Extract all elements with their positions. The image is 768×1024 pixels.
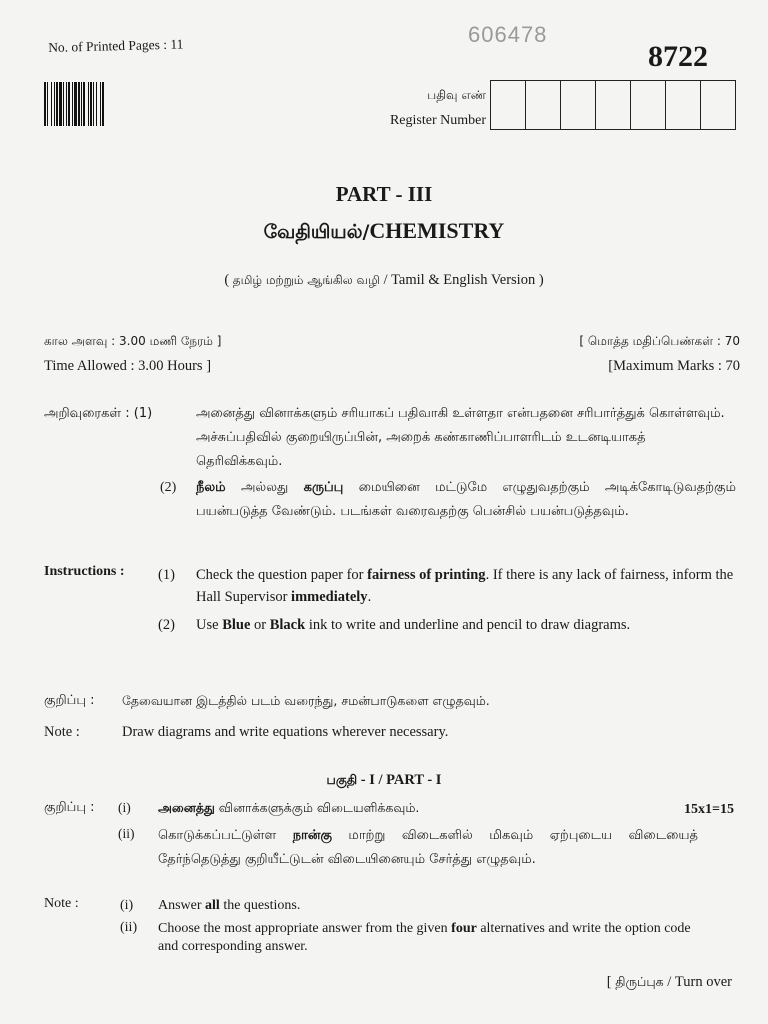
part-one-tamil-ii-b: மாற்று விடைகளில் மிகவும் ஏற்புடைய விடையைத் தேர்ந்தெடுத்து குறியீட்டுடன் விடையினையும் சேர்த்து எழுதவும். [158,828,698,867]
instructions-english-label: Instructions : [44,564,125,579]
part-one-tamil-ii-four: நான்கு [292,828,332,843]
barcode-bar [104,82,105,126]
max-marks-tamil: [ மொத்த மதிப்பெண்கள் : 70 [579,334,740,348]
instruction-tamil-2 [196,476,736,524]
time-allowed-tamil: கால அளவு : 3.00 மணி நேரம் ] [44,334,222,348]
part-one-english-i-a: Answer [158,898,206,913]
part-one-english-ii-b: alternatives and write the option code and corresponding answer. [158,921,691,954]
subject-title-english: CHEMISTRY [369,218,505,243]
register-digit-box [666,81,701,129]
part-one-english-ii-number: (ii) [120,920,138,935]
turn-over-tamil: திருப்புக [615,974,664,989]
part-one-note-english-label: Note : [44,896,79,911]
part-one-marks: 15x1=15 [684,802,734,817]
instruction-english-2-number: (2) [158,617,175,633]
part-one-tamil-i-all: அனைத்து [158,800,215,815]
register-number-labels [366,82,486,134]
part-one-heading-tamil: பகுதி [326,772,358,787]
part-one-tamil-ii-a: கொடுக்கப்பட்டுள்ள [158,828,293,843]
version-tamil: தமிழ் மற்றும் ஆங்கில வழி [232,273,380,287]
instruction-english-2-rest: ink to write and underline and pencil to draw diagrams. [305,617,631,633]
register-digit-box [631,81,666,129]
instruction-tamil-2-rest: மையினை மட்டுமே எழுதுவதற்கும் அடிக்கோடிடுவதற்கும் பயன்படுத்த வேண்டும். படங்கள் வரைவதற்கு பென்சில் பயன்படுத்தவும். [196,480,736,519]
subject-title [0,218,768,246]
instruction-english-2 [196,614,738,636]
part-one-tamil-i [158,800,419,817]
part-one-english-ii [158,920,703,956]
instruction-tamil-2-blue: நீலம் [196,480,226,495]
instruction-tamil-1: அனைத்து வினாக்களும் சரியாகப் பதிவாகி உள்ளதா என்பதனை சரிபார்த்துக் கொள்ளவும். அச்சுப்பதிவில் குறையிருப்பின், அறைக் கண்காணிப்பாளரிடம் உடனடியாகத் தெரிவிக்கவும். [196,406,725,469]
instruction-english-1-bold: fairness of printing [367,567,486,583]
barcode [44,82,162,126]
instruction-tamil-2-or: அல்லது [225,480,304,495]
register-digit-box [561,81,596,129]
subject-title-tamil: வேதியியல்/ [263,221,370,243]
version-line [0,272,768,289]
part-one-tamil-i-number: (i) [118,800,131,815]
version-english: / Tamil & English Version ) [379,272,544,288]
instruction-english-2-black: Black [269,617,306,633]
part-one-english-i [158,898,300,914]
instruction-tamil-2-black: கருப்பு [303,480,344,495]
part-one-tamil-ii [158,824,698,872]
instruction-english-1-immediately: immediately [291,589,368,605]
instruction-english-2-or: or [250,617,270,633]
instruction-english-1-c: . If there is any lack of fairness, inform the Hall Supervisor [196,567,734,605]
instruction-tamil-2-number: (2) [160,480,177,495]
register-label-english: Register Number [389,113,486,128]
part-one-english-ii-a: Choose the most appropriate answer from the given [158,921,452,936]
time-allowed-english: Time Allowed : 3.00 Hours ] [44,358,212,374]
note-tamil-text: தேவையான இடத்தில் படம் வரைந்து, சமன்பாடுகளை எழுதவும். [122,693,490,708]
max-marks-english: [Maximum Marks : 70 [608,358,740,374]
instruction-english-1-a: Check the question paper for [196,567,368,583]
instruction-english-2-a: Use [196,617,223,633]
part-one-tamil-ii-number: (ii) [118,826,135,841]
serial-number: 606478 [468,22,548,47]
turn-over-english: / Turn over [663,974,732,990]
part-one-heading-english: - I / PART - I [357,772,442,788]
register-digit-box [596,81,631,129]
register-digit-box [491,81,526,129]
part-one-english-i-all: all [205,898,220,913]
register-label-tamil: பதிவு எண் [427,88,486,102]
paper-code: 8722 [648,40,708,73]
register-digit-box [701,81,735,129]
instruction-english-1-number: (1) [158,567,175,583]
instruction-english-2-blue: Blue [222,617,251,633]
turn-over-open: [ [606,974,616,990]
note-tamil-label: குறிப்பு : [44,693,95,708]
instruction-english-1 [196,564,738,608]
part-one-english-ii-four: four [451,921,477,936]
part-one-tamil-i-rest: வினாக்களுக்கும் விடையளிக்கவும். [214,800,420,815]
note-english-text: Draw diagrams and write equations wherever necessary. [122,724,449,740]
version-open: ( [224,272,233,288]
part-heading: PART - III [335,182,433,206]
register-digit-box [526,81,561,129]
register-number-boxes [490,80,736,130]
instruction-english-1-end: . [367,589,372,605]
part-one-note-tamil-label: குறிப்பு : [44,800,95,815]
instructions-tamil-label: அறிவுரைகள் : (1) [44,406,153,421]
printed-pages-count: No. of Printed Pages : 11 [48,36,184,55]
turn-over [607,974,732,991]
note-english-label: Note : [44,724,80,740]
part-one-english-i-number: (i) [120,898,134,913]
part-one-heading [0,772,768,789]
part-one-english-i-b: the questions. [219,898,301,913]
